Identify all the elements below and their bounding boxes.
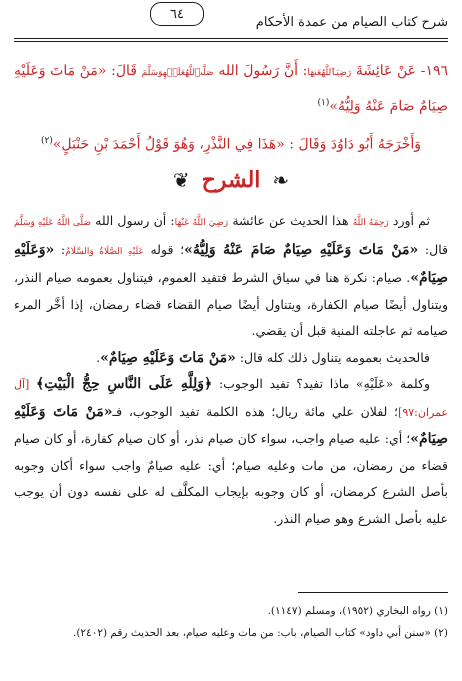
text-run: فالحديث بعمومه يتناول ذلك كله قال:: [239, 349, 430, 365]
hadith-block: [14, 56, 448, 159]
commentary-body: [14, 208, 448, 532]
text-run: ؛ لفلان علي مائة ريال؛ هذه الكلمة تفيد الوجوب، فـ: [112, 403, 399, 419]
text-run: .: [96, 349, 101, 365]
footnote-rule: [298, 592, 448, 593]
hadith-quote: «وَعَلَيْهِ صِيَامٌ»: [14, 241, 448, 286]
text-run: . صيام: نكرة هنا في سياق الشرط فتفيد العموم، فيتناول بعمومه صيام النذر، ويتناول أيضًا صيام الكفارة، ويتناول أيضًا صيام القضاء قضاء رمضان، إذا أخَّر المرء صيامه ثم عاجلته المنية قبل أن يقضي.: [14, 270, 448, 338]
book-title: شرح كتاب الصيام من عمدة الأحكام: [255, 14, 448, 30]
honorific: رَضِيَ اللَّهُ عَنْهَا: [174, 218, 229, 228]
hadith-extra: [14, 126, 448, 160]
running-header: [14, 8, 448, 36]
text-run: ؛ أي: عليه صيام واجب، سواء كان صيام نذر، أو كان صيام كفارة، أو كان صيام قضاء من رمضان، من مات وعليه صيام؛ أي: عليه صيامٌ واجب سواء أكان وجوبه بأصل الشرع كرمضان، أو كان وجوبه بإيجاب المكلَّف له على نفسه دون أن يوجب عليه بأصل الشرع وهو صيام النذر.: [14, 431, 448, 526]
text-run: :: [60, 241, 66, 257]
footnotes: [14, 600, 448, 644]
honorific: صَلَّى اللَّهُ عَلَيْهِ وَسَلَّمَ: [14, 218, 91, 228]
ornament-left-icon: ❦: [172, 168, 190, 192]
text-run: ؛ قوله: [150, 241, 185, 257]
hadith-text: [14, 56, 448, 122]
page-number: ٦٤: [150, 2, 204, 26]
header-rule-thin: [14, 41, 448, 42]
hadith-lead: : أَنَّ رَسُولَ الله: [218, 63, 308, 79]
text-run: قال:: [424, 241, 448, 257]
footnote-1: (١) رواه البخاري (١٩٥٢)، ومسلم (١١٤٧).: [267, 605, 448, 617]
footnote-2: (٢) «سنن أبي داود» كتاب الصيام، باب: من مات وعليه صيام، بعد الحديث رقم (٢٤٠٢).: [72, 627, 448, 639]
text-run: ثم أورد: [392, 213, 430, 228]
hadith-said: قَالَ:: [111, 63, 137, 79]
hadith-quote: «مَنْ مَاتَ وَعَلَيْهِ صِيَامٌ»: [14, 403, 448, 447]
hadith-quote: «مَنْ مَاتَ وَعَلَيْهِ صِيَامٌ صَامَ عَنْهُ وَلِيُّهُ»: [184, 241, 419, 258]
header-rule: [14, 38, 448, 39]
section-heading: [0, 160, 462, 200]
hadith-extra-text: وَأَخْرَجَهُ أَبُو دَاوُدَ وَقَالَ : «هَذَا فِي النَّذْرِ، وَهُوَ قَوْلُ أَحْمَدَ بْنِ حَنْبَلٍ»: [52, 136, 422, 153]
text-run: وكلمة «عَلَيْهِ» ماذا تفيد؟ تفيد الوجوب:: [218, 376, 430, 391]
honorific: عَلَيْهِ الصَّلَاةُ وَالسَّلَامُ: [65, 246, 144, 257]
ornament-right-icon: ❧: [272, 168, 290, 192]
verse-reference: [آل عمران:٩٧]: [14, 378, 448, 419]
hadith-number: ١٩٦: [425, 63, 448, 79]
narrator-honorific: رَضِيَٱللَّهُعَنهَا: [307, 68, 352, 78]
quran-verse: ﴿وَلِلَّهِ عَلَى النَّاسِ حِجُّ الْبَيْتِ﴾: [36, 376, 213, 392]
honorific: رَحِمَهُ اللَّهُ: [352, 218, 389, 228]
paragraph-3: [14, 371, 448, 532]
hadith-dash: -: [420, 63, 426, 79]
section-title: الشرح: [201, 167, 261, 193]
hadith-quote: «مَنْ مَاتَ وَعَلَيْهِ صِيَامٌ»: [100, 349, 236, 366]
prophet-honorific: صَلَّىٱللَّهُعَلَيۡهِوَسَلَّمَ: [141, 68, 214, 78]
text-run: : أن رسول الله: [95, 213, 175, 228]
footnote-marker-1: (١): [317, 98, 330, 108]
paragraph-2: [14, 345, 448, 372]
paragraph-1: [14, 208, 448, 345]
text-run: هذا الحديث عن عائشة: [232, 213, 349, 228]
hadith-narrator: عَنْ عَائِشَةَ: [355, 63, 417, 79]
footnote-marker-2: (٢): [40, 135, 53, 146]
hadith-matn: «مَنْ مَاتَ وَعَلَيْهِ صِيَامٌ صَامَ عَنْهُ وَلِيُّهُ»: [14, 63, 448, 115]
